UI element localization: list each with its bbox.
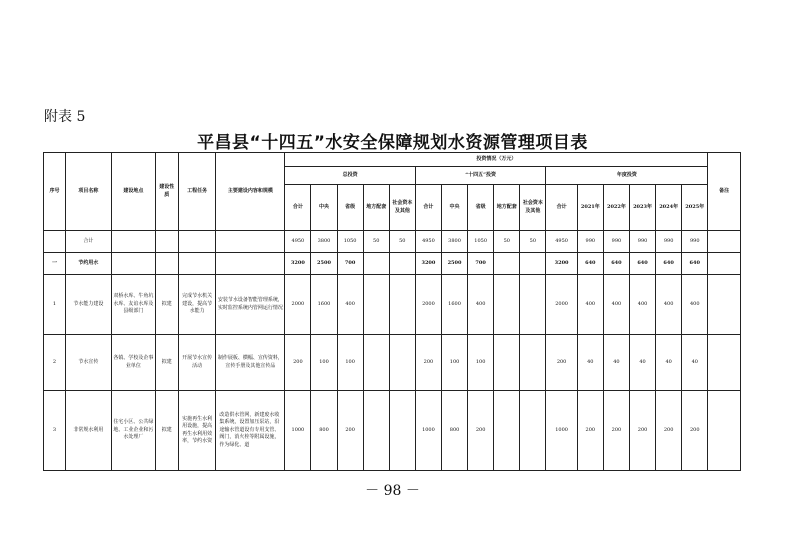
row-task: 实施再生水利用设施，提高再生水利用效率，节约水资 [178,391,216,471]
row-location: 双桥水库、牛角坑水库、友谊水库及县级部门 [111,275,155,335]
section-seq: 一 [44,253,66,275]
row-seq: 1 [44,275,66,335]
table-title: 平昌县“十四五”水安全保障规划水资源管理项目表 [197,133,588,153]
cell: 100 [337,335,363,391]
summary-remarks [708,231,741,253]
header-name: 项目名称 [65,153,111,231]
row-seq: 3 [44,391,66,471]
table-row [44,335,741,391]
header-p-central: 中央 [441,185,467,231]
cell: 4950 [415,231,441,253]
cell [363,253,389,275]
project-table [43,152,741,471]
cell: 3200 [546,253,577,275]
cell: 640 [629,253,655,275]
cell: 2500 [441,253,467,275]
section-nature [155,253,178,275]
cell: 990 [603,231,629,253]
section-remarks [708,253,741,275]
cell: 1050 [337,231,363,253]
cell: 2000 [415,275,441,335]
cell [389,335,415,391]
row-remarks [708,275,741,335]
header-nature: 建设性质 [155,153,178,231]
cell: 400 [577,275,603,335]
cell: 40 [629,335,655,391]
header-total-invest: 总投资 [285,167,416,185]
section-content [216,253,285,275]
summary-location [111,231,155,253]
cell: 200 [603,391,629,471]
cell: 640 [603,253,629,275]
header-y2025: 2025年 [682,185,708,231]
header-seq: 序号 [44,153,66,231]
cell: 200 [415,335,441,391]
cell: 700 [337,253,363,275]
appendix-label: 附表 5 [44,109,86,125]
page-number: － 98 － [365,483,420,499]
cell: 700 [468,253,494,275]
cell [520,275,546,335]
cell: 990 [656,231,682,253]
cell: 200 [468,391,494,471]
header-row-1 [44,153,741,167]
cell [494,391,520,471]
row-nature: 拟建 [155,275,178,335]
row-content: 改造供水管网，新建废水收集系统，设置加压泵站，沿途输水管道设有专用支管、阀门，消火栓等附属设施，作为绿化、道 [216,391,285,471]
row-seq: 2 [44,335,66,391]
cell [520,391,546,471]
cell [520,335,546,391]
table-row [44,275,741,335]
row-content: 安装节水设备智能管理系统，实时监控系统内管网运行情况 [216,275,285,335]
cell: 200 [656,391,682,471]
row-nature: 拟建 [155,335,178,391]
row-name: 节水宣传 [65,335,111,391]
cell: 2000 [285,275,311,335]
cell: 200 [337,391,363,471]
cell: 400 [629,275,655,335]
cell: 50 [389,231,415,253]
cell [389,275,415,335]
row-name: 节水能力建设 [65,275,111,335]
header-location: 建设地点 [111,153,155,231]
summary-row [44,231,741,253]
summary-content [216,231,285,253]
cell [494,253,520,275]
row-location: 各镇、学校及企事业单位 [111,335,155,391]
row-location: 住宅小区、公共绿地、工业企业和污水处理厂 [111,391,155,471]
cell: 200 [285,335,311,391]
cell: 200 [577,391,603,471]
cell: 100 [468,335,494,391]
summary-task [178,231,216,253]
header-plan-invest: “十四五”投资 [415,167,546,185]
cell [520,253,546,275]
cell: 990 [629,231,655,253]
header-y2021: 2021年 [577,185,603,231]
cell: 640 [682,253,708,275]
cell: 1000 [415,391,441,471]
cell: 1600 [441,275,467,335]
header-invest-group: 投资情况（万元） [285,153,708,167]
cell: 3800 [441,231,467,253]
cell: 400 [682,275,708,335]
section-location [111,253,155,275]
cell: 40 [656,335,682,391]
cell: 50 [494,231,520,253]
cell [389,391,415,471]
cell: 40 [682,335,708,391]
header-y2022: 2022年 [603,185,629,231]
cell: 1050 [468,231,494,253]
cell: 50 [363,231,389,253]
cell: 640 [656,253,682,275]
cell: 990 [682,231,708,253]
section-task [178,253,216,275]
cell: 400 [337,275,363,335]
cell [494,335,520,391]
cell: 50 [520,231,546,253]
row-remarks [708,335,741,391]
header-task: 工程任务 [178,153,216,231]
cell: 3200 [285,253,311,275]
cell: 4950 [285,231,311,253]
cell [363,335,389,391]
cell: 400 [656,275,682,335]
header-p-social: 社会资本及其他 [520,185,546,231]
cell: 3800 [311,231,337,253]
header-t-total: 合计 [285,185,311,231]
cell: 100 [311,335,337,391]
cell: 3200 [415,253,441,275]
row-task: 完成节水机关建设，提高节水能力 [178,275,216,335]
cell: 640 [577,253,603,275]
header-content: 主要建设内容和规模 [216,153,285,231]
cell: 1600 [311,275,337,335]
cell: 100 [441,335,467,391]
cell: 4950 [546,231,577,253]
summary-seq [44,231,66,253]
cell: 40 [577,335,603,391]
header-annual-invest: 年度投资 [546,167,708,185]
cell [363,275,389,335]
header-y2024: 2024年 [656,185,682,231]
summary-name: 合计 [65,231,111,253]
cell: 40 [603,335,629,391]
section-row [44,253,741,275]
cell: 400 [468,275,494,335]
header-remarks: 备注 [708,153,741,231]
cell: 800 [441,391,467,471]
cell: 200 [629,391,655,471]
cell [494,275,520,335]
cell: 1000 [285,391,311,471]
header-t-central: 中央 [311,185,337,231]
header-t-local: 地方配套 [363,185,389,231]
header-t-social: 社会资本及其他 [389,185,415,231]
header-p-prov: 省级 [468,185,494,231]
summary-nature [155,231,178,253]
header-p-local: 地方配套 [494,185,520,231]
cell: 2000 [546,275,577,335]
cell: 200 [546,335,577,391]
header-y2023: 2023年 [629,185,655,231]
row-nature: 拟建 [155,391,178,471]
cell: 800 [311,391,337,471]
table-row [44,391,741,471]
cell: 200 [682,391,708,471]
cell: 990 [577,231,603,253]
cell: 1000 [546,391,577,471]
row-name: 非常规水利用 [65,391,111,471]
cell: 400 [603,275,629,335]
cell: 2500 [311,253,337,275]
header-t-prov: 省级 [337,185,363,231]
row-content: 制作展板、横幅、宣传资料，宣传手册及其他宣传品 [216,335,285,391]
header-a-total: 合计 [546,185,577,231]
row-task: 开展节水宣传活动 [178,335,216,391]
row-remarks [708,391,741,471]
header-p-total: 合计 [415,185,441,231]
section-name: 节约用水 [65,253,111,275]
cell [363,391,389,471]
cell [389,253,415,275]
